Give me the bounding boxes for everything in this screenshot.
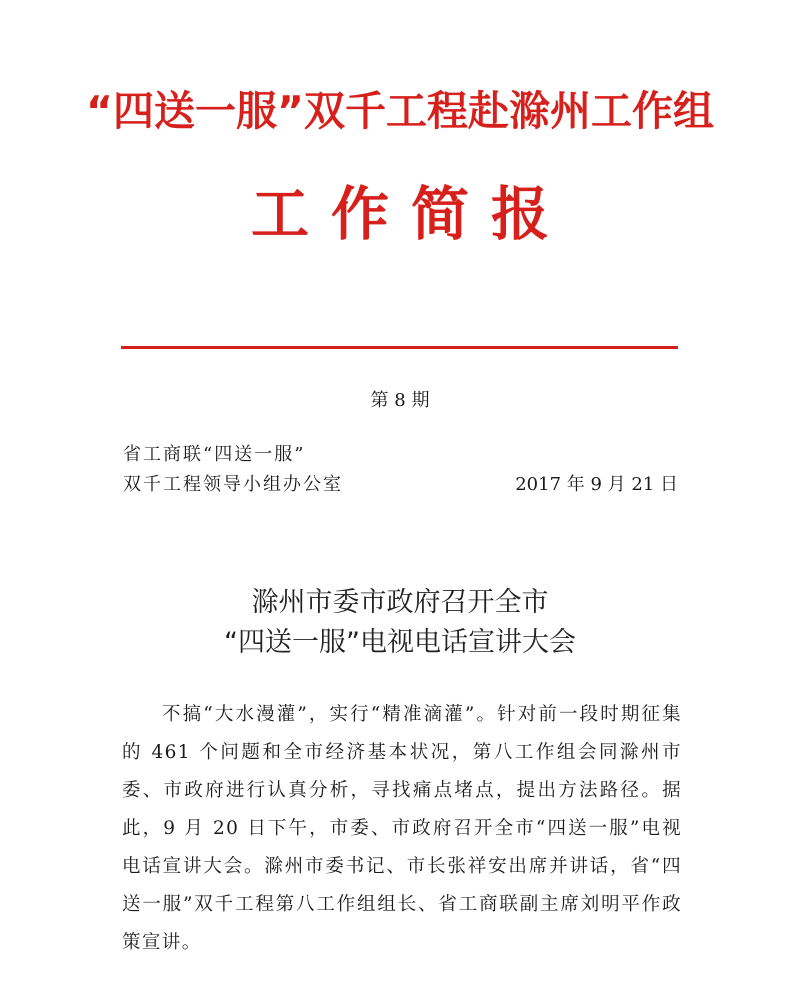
issuer-line-2: 双千工程领导小组办公室 bbox=[123, 474, 343, 495]
headline-line-2: “四送一服”电视电话宣讲大会 bbox=[224, 627, 576, 658]
body-paragraph: 不搞“大水漫灌”，实行“精准滴灌”。针对前一段时期征集的 461 个问题和全市经济基本状况，第八工作组会同滁州市委、市政府进行认真分析，寻找痛点堵点，提出方法路径。据此，9 月 20 日下午，市委、市政府召开全市“四送一服”电视电话宣讲大会。滁州市委书记、市长张祥安出席并讲话，省“四送一服”双千工程第八工作组组长、省工商联副主席刘明平作政策宣讲。 bbox=[122, 704, 682, 953]
headline-line-1: 滁州市委市政府召开全市 bbox=[251, 587, 549, 618]
masthead-title: “四送一服”双千工程赴滁州工作组 bbox=[86, 87, 714, 135]
masthead-subtitle: 工作简报 bbox=[250, 180, 571, 248]
red-divider bbox=[121, 346, 678, 349]
issuer-line-1: 省工商联“四送一服” bbox=[123, 444, 306, 465]
issue-number: 第 8 期 bbox=[370, 390, 430, 411]
issue-date: 2017 年 9 月 21 日 bbox=[515, 474, 678, 495]
